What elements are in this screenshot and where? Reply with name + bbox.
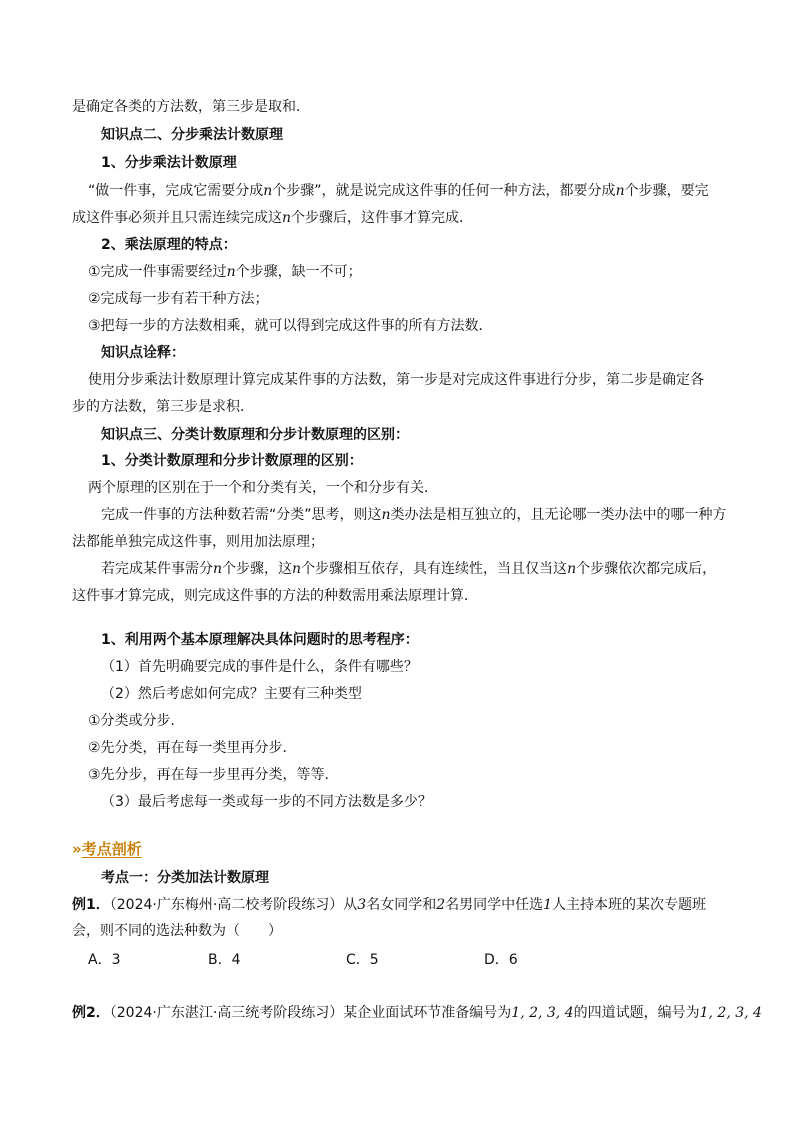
example-2: 例2．（2024·广东湛江·高三统考阶段练习）某企业面试环节准备编号为1, 2, 3, 4的四道试题，编号为1, 2, 3, 4 [72, 1005, 762, 1021]
list-item: ①分类或分步． [88, 713, 185, 729]
paragraph-line: “做一件事，完成它需要分成n个步骤”，就是说完成这件事的任何一种方法，都要分成n个步骤，要完 [88, 183, 709, 199]
list-item: （3）最后考虑每一类或每一步的不同方法数是多少？ [101, 794, 432, 810]
double-chevron-icon: » [72, 840, 80, 858]
paragraph-line: 会，则不同的选法种数为（ ） [72, 923, 282, 939]
subheading-difference: 1、分类计数原理和分步计数原理的区别： [101, 453, 363, 469]
section-title-analysis: » 考点剖析 [72, 840, 142, 858]
list-item: ②先分类，再在每一类里再分步． [88, 740, 297, 756]
paragraph-line: 两个原理的区别在于一个和分类有关，一个和分步有关． [88, 480, 438, 496]
example-label: 例2． [72, 1005, 110, 1021]
variable-n: n [282, 210, 292, 226]
list-item: ②完成每一步有若干种方法； [88, 291, 269, 307]
variable-n: n [292, 561, 302, 577]
variable-n: n [226, 264, 236, 280]
example-label: 例1． [72, 897, 110, 913]
variable-n: n [567, 561, 577, 577]
paragraph-line: 若完成某件事需分n个步骤，这n个步骤相互依存，具有连续性，当且仅当这n个步骤依次都完成后， [101, 561, 717, 577]
paragraph-line: 法都能单独完成这件事，则用加法原理； [72, 534, 324, 550]
paragraph-line: 是确定各类的方法数，第三步是取和． [72, 99, 310, 115]
option-d: D．6 [484, 952, 518, 968]
topic-1-heading: 考点一：分类加法计数原理 [101, 870, 269, 886]
variable-n: n [381, 507, 391, 523]
knowledge-point-3-heading: 知识点三、分类计数原理和分步计数原理的区别： [101, 427, 409, 443]
option-c: C．5 [346, 952, 379, 968]
variable-n: n [213, 561, 223, 577]
list-item: ③先分步，再在每一步里再分类，等等． [88, 767, 339, 783]
paragraph-line: 使用分步乘法计数原理计算完成某件事的方法数，第一步是对完成这件事进行分步，第二步是确定各 [88, 372, 704, 388]
variable-n: n [615, 183, 625, 199]
paragraph-line: 成这件事必须并且只需连续完成这n个步骤后，这件事才算完成． [72, 210, 474, 226]
option-b: B．4 [208, 952, 241, 968]
subheading-features: 2、乘法原理的特点： [101, 237, 237, 253]
list-item: ③把每一步的方法数相乘，就可以得到完成这件事的所有方法数． [88, 318, 493, 334]
paragraph-line: 步的方法数，第三步是求积． [72, 399, 254, 415]
subheading-multiplication-principle: 1、分步乘法计数原理 [101, 155, 237, 171]
paragraph-line: 完成一件事的方法种数若需“分类”思考，则这n类办法是相互独立的，且无论哪一类办法中的哪一种方 [101, 507, 727, 523]
procedure-heading: 1、利用两个基本原理解决具体问题时的思考程序： [101, 632, 419, 648]
variable-n: n [263, 183, 273, 199]
knowledge-point-2-heading: 知识点二、分步乘法计数原理 [101, 127, 283, 143]
option-a: A．3 [88, 952, 121, 968]
paragraph-line: 这件事才算完成，则完成这件事的方法的种数需用乘法原理计算． [72, 588, 478, 604]
note-heading: 知识点诠释： [101, 345, 185, 361]
list-item: （1）首先明确要完成的事件是什么，条件有哪些？ [101, 659, 418, 675]
example-1: 例1．（2024·广东梅州·高二校考阶段练习）从3名女同学和2名男同学中任选1人主持本班的某次专题班 [72, 897, 707, 913]
list-item: （2）然后考虑如何完成？主要有三种类型 [101, 686, 362, 702]
list-item: ①完成一件事需要经过n个步骤，缺一不可； [88, 264, 362, 280]
